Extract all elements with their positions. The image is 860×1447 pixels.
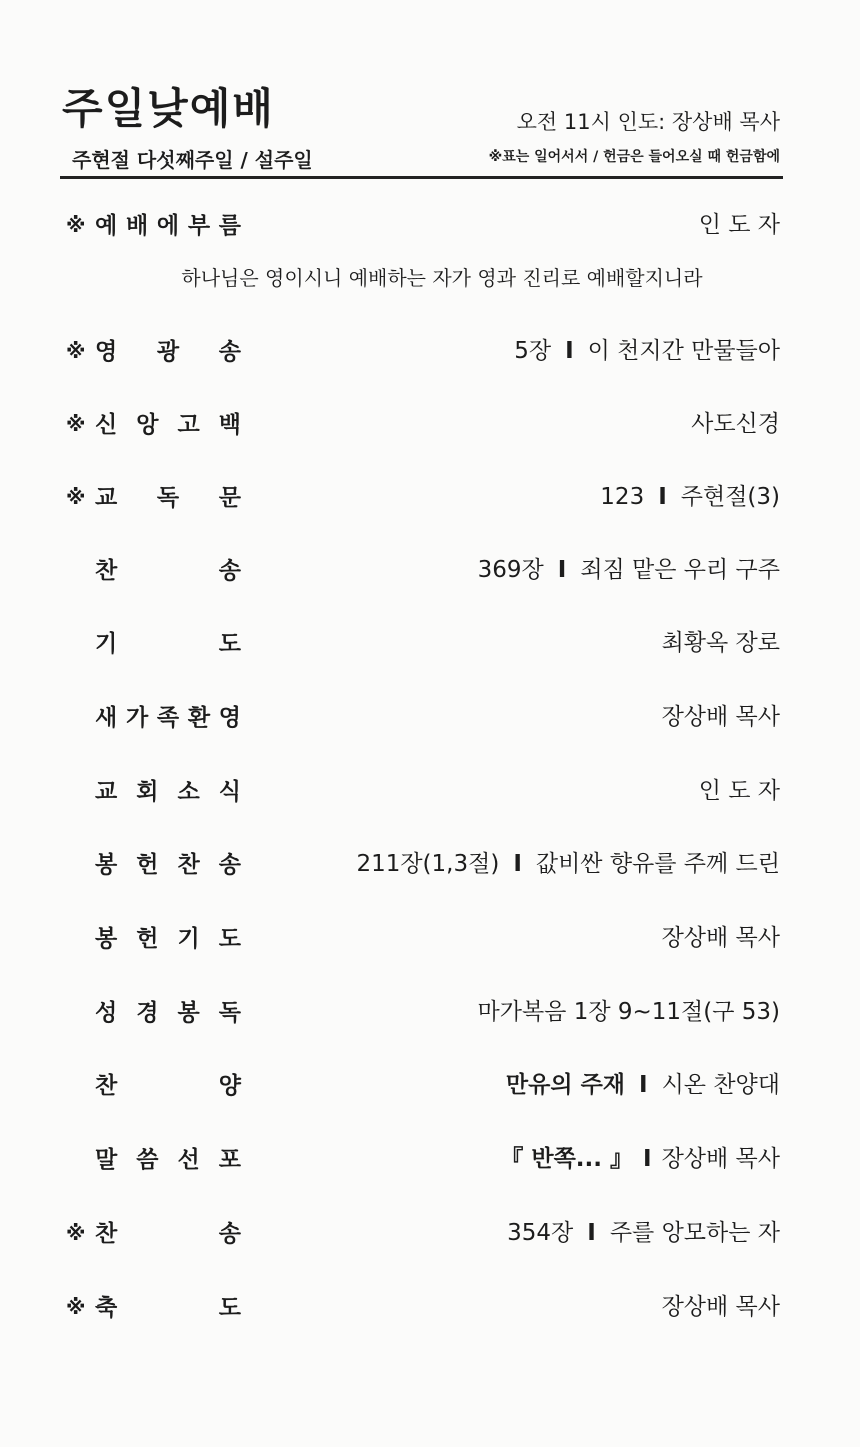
stand-mark: ※ <box>66 485 86 509</box>
order-item-detail: 장상배 목사 <box>661 1294 780 1320</box>
order-item-detail: 369장 I 죄짐 맡은 우리 구주 <box>477 557 780 583</box>
service-time-and-leader: 오전 11시 인도: 장상배 목사 <box>516 110 780 134</box>
order-item-detail: 인 도 자 <box>698 778 780 804</box>
order-item-hymn <box>0 551 860 595</box>
detail-separator: I <box>557 557 567 583</box>
order-item-offertory-hymn <box>0 845 860 889</box>
service-notice: ※표는 일어서서 / 헌금은 들어오실 때 헌금함에 <box>488 149 780 165</box>
order-item-label: 신 앙 고 백 <box>95 412 241 438</box>
sermon-title: 『 반쪽... 』 <box>500 1146 634 1172</box>
detail-separator: I <box>643 1146 652 1172</box>
order-item-label: 영 광 송 <box>95 339 241 365</box>
order-item-label: 찬 송 <box>95 1221 241 1247</box>
order-item-label: 예 배 에 부 름 <box>95 213 241 239</box>
order-item-responsive-reading <box>0 478 860 522</box>
order-item-detail: 354장 I 주를 앙모하는 자 <box>507 1220 780 1246</box>
order-item-detail: 사도신경 <box>691 411 780 437</box>
order-item-offertory-prayer <box>0 919 860 963</box>
order-item-label: 찬 송 <box>95 558 241 584</box>
order-item-detail: 최황옥 장로 <box>661 630 780 656</box>
order-item-sermon <box>0 1140 860 1184</box>
detail-separator: I <box>565 338 574 364</box>
order-item-detail: 『 반쪽... 』 I 장상배 목사 <box>500 1146 780 1172</box>
order-item-benediction <box>0 1288 860 1332</box>
order-item-label: 봉 헌 찬 송 <box>95 852 241 878</box>
order-item-welcome-newcomers <box>0 698 860 742</box>
order-item-closing-hymn <box>0 1214 860 1258</box>
page-title: 주일낮예배 <box>62 84 275 133</box>
order-item-detail: 만유의 주재 I 시온 찬양대 <box>505 1072 780 1098</box>
order-item-doxology <box>0 332 860 376</box>
order-item-label: 교 독 문 <box>95 485 241 511</box>
order-item-detail: 장상배 목사 <box>661 925 780 951</box>
order-item-label: 성 경 봉 독 <box>95 1000 241 1026</box>
stand-mark: ※ <box>66 213 86 237</box>
order-item-label: 찬 양 <box>95 1073 241 1099</box>
order-item-choir-anthem <box>0 1066 860 1110</box>
order-item-call-to-worship <box>0 206 860 250</box>
order-item-label: 기 도 <box>95 631 241 657</box>
order-item-label: 말 씀 선 포 <box>95 1147 241 1173</box>
order-item-creed <box>0 405 860 449</box>
stand-mark: ※ <box>66 339 86 363</box>
detail-separator: I <box>587 1220 596 1246</box>
order-item-detail: 장상배 목사 <box>661 704 780 730</box>
stand-mark: ※ <box>66 1295 86 1319</box>
order-item-detail: 5장 I 이 천지간 만물들아 <box>514 338 780 364</box>
order-item-scripture-reading <box>0 993 860 1037</box>
header-divider <box>60 176 783 179</box>
order-item-label: 봉 헌 기 도 <box>95 926 241 952</box>
order-item-detail: 마가복음 1장 9~11절(구 53) <box>477 999 780 1025</box>
order-item-label: 새 가 족 환 영 <box>95 705 241 731</box>
order-item-detail: 123 I 주현절(3) <box>600 484 780 510</box>
detail-separator: I <box>513 851 522 877</box>
order-item-prayer <box>0 624 860 668</box>
stand-mark: ※ <box>66 1221 86 1245</box>
stand-mark: ※ <box>66 412 86 436</box>
service-subtitle: 주현절 다섯째주일 / 설주일 <box>72 148 313 172</box>
scripture-verse: 하나님은 영이시니 예배하는 자가 영과 진리로 예배할지니라 <box>181 266 703 290</box>
detail-separator: I <box>658 484 667 510</box>
detail-separator: I <box>639 1072 648 1098</box>
order-item-detail: 인 도 자 <box>698 212 780 238</box>
anthem-title: 만유의 주재 <box>505 1072 626 1098</box>
order-item-detail: 211장(1,3절) I 값비싼 향유를 주께 드린 <box>356 851 780 877</box>
order-item-label: 축 도 <box>95 1295 241 1321</box>
order-item-label: 교 회 소 식 <box>95 779 241 805</box>
order-item-announcements <box>0 772 860 816</box>
